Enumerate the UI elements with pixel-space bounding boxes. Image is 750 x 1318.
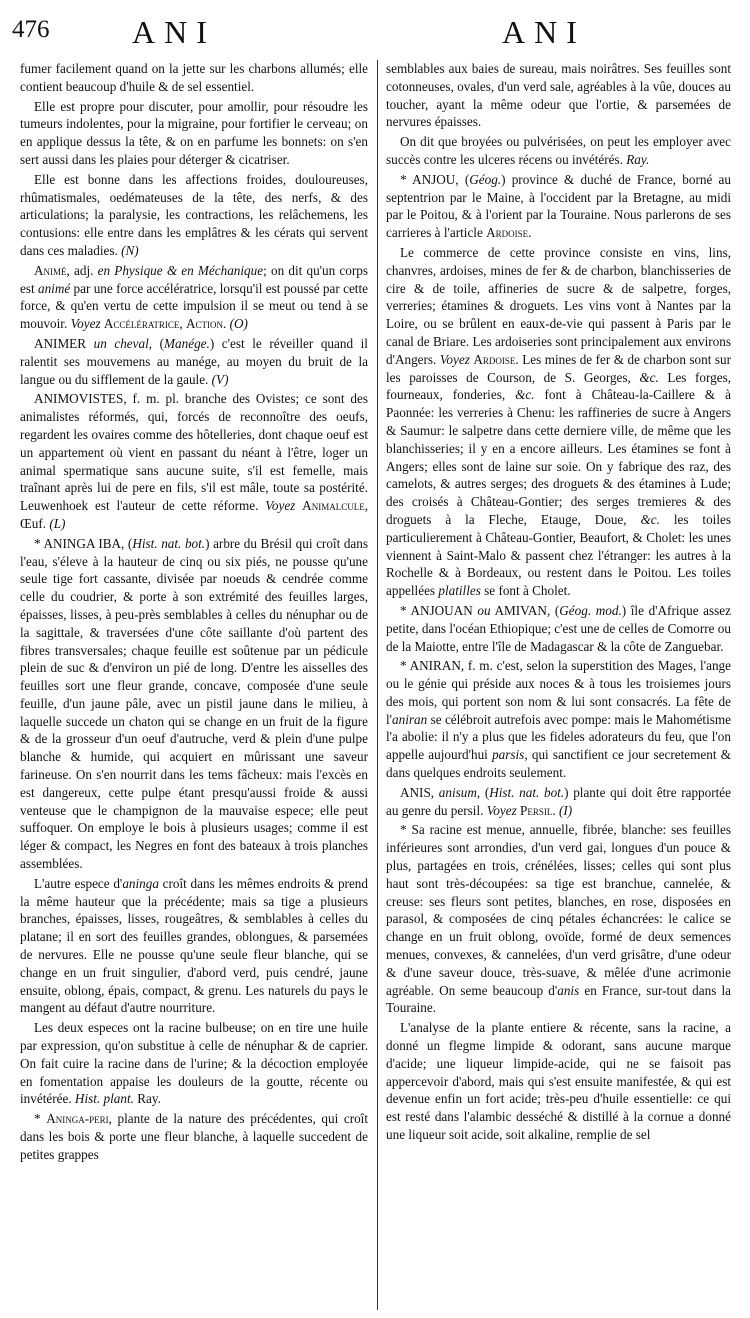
text-segment: Les forges, fourneaux, fonderies, (386, 369, 731, 403)
text-segment: &c. (640, 511, 660, 527)
text-segment: parsis (492, 747, 525, 763)
text-segment: AMIVAN, ( (490, 602, 560, 618)
text-segment: Hist. plant. (74, 1091, 134, 1107)
text-segment: , (179, 316, 187, 332)
paragraph (386, 133, 731, 169)
text-segment: L'autre espece d' (34, 875, 123, 891)
text-segment: . (528, 225, 532, 241)
text-segment: aniran (392, 711, 428, 727)
text-segment: * Sa racine est menue, annuelle, fibrée, blanche: ses feuilles inférieures sont arrondies, d'un verd gai, longues d'un pouce & plus, partagées en trois, crénélées, lisses; celles qui sont plus haut sont très-découpées: sa tige est branchue, cannelée, & creuse: ses fleurs sont petites, blanches, en rose, disposées en parasol, & composées de cinq pétales échancrées: le calice se change en un fruit oblong, ovoïde, formé de deux semences menues, convexes, & cannelées, d'un verd grisâtre, d'une odeur & d'une saveur douce, très-suave, & mêlée d'une acrimonie agréable. On seme beaucoup d' (386, 822, 731, 998)
text-segment: en Physique & en Méchanique (97, 262, 264, 278)
paragraph (20, 1110, 368, 1163)
paragraph (386, 60, 731, 131)
text-segment: par une force accélératrice, lorsqu'il est poussé par cette force, & qu'en vertu de cette impulsion il se meut ou tend à se mouvoir. (20, 280, 368, 332)
text-segment: ; on dit qu'un corps est (20, 262, 368, 296)
text-segment: , ( (148, 335, 165, 351)
text-segment: aninga (122, 875, 159, 891)
page-number: 476 (12, 16, 50, 43)
text-segment: ) plante qui doit être rapportée au genre du persil. (386, 784, 732, 818)
right-column (386, 60, 731, 1146)
text-segment: Hist. nat. bot. (489, 784, 565, 800)
text-segment: Elle est bonne dans les affections froides, douloureuses, rhûmatismales, oedémateuses de la tête, des nerfs, & des articulations; la paralysie, les contractions, les relâchemens, les contusions: elle entre dans les emplâtres & les cérats qui servent dans ces maladies. (20, 171, 368, 258)
text-segment: Voyez (439, 351, 470, 367)
paragraph (386, 784, 731, 820)
text-segment: ) île d'Afrique assez petite, dans l'océan Ethiopique; c'est une de celles de Comorre ou de la Maiotte, entre l'île de Madagascar & la côte de Zanguebar. (386, 602, 731, 654)
text-segment: ) province & duché de France, borné au septentrion par le Maine, à l'occident par la Bretagne, au midi par le Poitou, & à l'orient par la Touraine. Nous parlerons de ses carrieres à l'article (386, 171, 731, 241)
text-segment: (V) (211, 371, 229, 387)
text-segment: Animalcule (302, 498, 365, 514)
text-segment: (I) (558, 802, 573, 818)
text-segment: se célébroit autrefois avec pompe: mais le Mahométisme l'a abolie: il n'y a plus que les fideles adorateurs du feu, que l'on appelle aujourd'hui (386, 711, 731, 763)
text-segment: Voyez (70, 316, 101, 332)
paragraph (386, 657, 731, 782)
text-segment: * ANJOUAN (400, 602, 478, 618)
text-segment: ) c'est le réveiller quand il ralentit ses mouvemens au manége, au moyen du bruit de la langue ou du sifflement de la gaule. (20, 335, 368, 387)
text-segment: * ANIRAN, f. m. c'est, selon la superstition des Mages, l'ange ou le génie qui préside aux noces & à tous les troisiemes jours des mois, qui portent son nom & lui sont consacrés. La fête de l' (386, 658, 731, 727)
text-segment: On dit que broyées ou pulvérisées, on peut les employer avec succès contre les ulceres récens ou invétérés. (386, 134, 731, 167)
text-segment: Animé (34, 262, 67, 278)
text-segment: ou (477, 602, 491, 618)
paragraph (386, 244, 731, 600)
text-segment: se font à Cholet. (480, 583, 571, 599)
column-divider (377, 60, 378, 1310)
text-segment: (O) (229, 316, 248, 332)
text-segment: Ardoise (473, 351, 516, 367)
text-segment: Voyez (265, 498, 296, 514)
text-segment: , plante de la nature des précédentes, qui croît dans les bois & porte une fleur blanche, à laquelle succedent de petites grappes (20, 1111, 369, 1162)
paragraph (386, 1019, 731, 1144)
running-header (0, 14, 750, 54)
text-segment: ) arbre du Brésil qui croît dans l'eau, s'éleve à la hauteur de cinq ou six piés, ne pousse qu'une seule tige fort cassante, divisée par noeuds & cendrée comme celle du coudrier, & porte à son extrémité des feuilles larges, épaisses, lisses, à peu-près semblables à celles du nénuphar ou de la sagittale, & traversées d'une côte saillante d'où partent des fibres transversales; chaque feuille est soûtenue par un pédicule plein de suc & d'environ un pié de long. D'entre les aisselles des feuilles sort une fleur grande, concave, composée d'une seule feuille, d'un jaune pâle, avec un pistil jaune dans le milieu, à laquelle succede un chaton qui se change en un fruit de la figure & de la grosseur d'un oeuf d'autruche, verd & plein d'une pulpe blanche & humide, qui acquiert en mûrissant une saveur farineuse. On s'en nourrit dans les tems fâcheux: mais l'excès en est dangereux, cette pulpe étant presqu'aussi froide & aussi venteuse que le champignon de la mauvaise espece; elle peut suffoquer. On employe le bois à plusieurs usages; comme il est léger & compact, les Negres en font des bateaux à trois planches assemblées. (20, 535, 369, 872)
text-segment: (L) (49, 515, 66, 531)
text-segment: * ANJOU, ( (400, 171, 470, 187)
text-segment: Géog. (469, 171, 502, 187)
text-segment: Voyez (486, 802, 517, 818)
text-segment: Manége. (164, 335, 210, 351)
text-segment: un cheval (93, 335, 149, 351)
text-segment: les toiles particulierement à Château-Gontier, Beaufort, & Cholet: les unes viennent à Saint-Malo & passent chez l'étranger: les autres à la Rochelle & à Bordeaux, ou restent dans le Poitou. Les toiles appellées (386, 511, 731, 599)
text-segment: Elle est propre pour discuter, pour amollir, pour résoudre les tumeurs indolentes, pour la migraine, pour fortifier le cerveau; on en applique dessus la tête, & on en parfume les bonnets: on s'en sert aussi dans les plaies pour déterger & cicatriser. (20, 98, 368, 167)
text-segment: anis (557, 982, 580, 998)
paragraph (20, 1019, 368, 1108)
text-segment: fumer facilement quand on la jette sur les charbons allumés; elle contient beaucoup d'huile & de sel essentiel. (20, 61, 368, 94)
text-segment: Accélératrice (103, 316, 180, 332)
text-segment: Ray. (626, 151, 650, 167)
text-segment: (N) (121, 242, 139, 258)
right-running-title: ANI (502, 14, 586, 50)
text-segment: Action (186, 316, 224, 332)
paragraph (20, 60, 368, 96)
text-segment: Le commerce de cette province consiste en vins, lins, chanvres, ardoises, mines de fer & de charbon, blanchisseries de cire & de toile, affineries de sucre & de salpetre, forges, verreries; étamines & droguets. Les vins vont à Nantes par la Loire, ou se brûlent en eaux-de-vie qui passent à Paris par le canal de Briare. Les ardoiseries sont principalement aux environs d'Angers. (386, 244, 731, 367)
text-segment: Persil (520, 802, 553, 818)
paragraph (386, 602, 731, 655)
text-segment: * ANINGA IBA, ( (34, 535, 133, 551)
paragraph (20, 335, 368, 388)
text-segment: font à Château-la-Caillere & à Paonnée: les verreries à Chenu: les raffineries de sucre à Angers & Saumur: le salpetre dans cette derniere ville, de même que les blanchisseries; il y en a encore ailleurs. Les étamines se font à Angers; elles sont de laine sur soie. On y fabrique des raz, des camelots, & autres serges; des droguets & des étamines à Lude; des croisés à Château-Gontier; des serges tremieres & des droguets à la Fleche, Etauge, Doue, (386, 387, 731, 527)
paragraph (20, 535, 368, 873)
text-segment: anisum (438, 784, 477, 800)
text-segment: * (34, 1111, 47, 1127)
text-segment: . Les mines de fer & de charbon sont sur les paroisses de Courson, de S. Georges, (386, 351, 732, 385)
paragraph (20, 262, 368, 333)
paragraph (386, 171, 731, 242)
text-segment: &c. (515, 387, 535, 403)
text-segment: Les deux especes ont la racine bulbeuse; on en tire une huile par expression, qu'on substitue à celle de nénuphar & de caprier. On fait cuire la racine dans de l'urine; & la décoction employée en fomentation appaise les douleurs de la goutte, récente ou invétérée. (20, 1020, 368, 1107)
left-running-title: ANI (132, 14, 216, 50)
text-segment: , adj. (66, 262, 98, 278)
text-segment: ANIMOVISTES, f. m. pl. branche des Ovistes; ce sont des animalistes réformés, qui, forcés de reconnoître des oeufs, regardent les ovaires comme des hôtelleries, dont chaque oeuf est un appartement où vient en passant du néant à l'être, loger un animal spermatique sans aucune suite, s'il est femelle, mais traînant après lui de pere en fils, s'il est mâle, toute sa postérité. Leuwenhoek est l'auteur de cette réforme. (20, 391, 368, 514)
text-segment: Ardoise (486, 225, 529, 241)
text-segment: L'analyse de la plante entiere & récente, sans la racine, a donné un flegme limpide & odorant, sans aucune marque d'acide; une liqueur limpide-acide, qui ne se faisoit pas appercevoir d'abord, mais qui s'est ensuite manifestée, & qui est devenue enfin un fort acide; très-peu d'huile essentielle: ce qui est resté dans l'alambic desséché & distillé à la cornue a donné une liqueur soit acide, soit alkaline, remplie de sel (386, 1020, 731, 1143)
text-segment: . (223, 316, 230, 332)
text-segment: . (552, 802, 559, 818)
text-segment: Aninga-peri (46, 1111, 109, 1127)
text-segment: croît dans les mêmes endroits & prend la même hauteur que la précédente; mais sa tige a plusieurs branches, épaisses, lisses, rougeâtres, & semblables à celles du platane; il en sort des feuilles grandes, oblongues, & parsemées de nervures. Elle ne pousse qu'une seule fleur blanche, qui se change en un fruit singulier, d'abord verd, puis cendré, jaune ensuite, oblong, épais, compact, & grenu. Les naturels du pays le mangent au défaut d'autre nourriture. (20, 875, 368, 1016)
left-column (20, 60, 368, 1166)
text-segment: platilles (438, 583, 481, 599)
text-segment: animé (37, 280, 71, 296)
text-segment: Géog. mod. (559, 602, 622, 618)
paragraph (20, 171, 368, 260)
paragraph (20, 875, 368, 1017)
text-segment: Ray. (133, 1091, 161, 1107)
paragraph (20, 390, 368, 532)
text-segment: &c. (639, 369, 659, 385)
paragraph (386, 821, 731, 1017)
text-segment: semblables aux baies de sureau, mais noirâtres. Ses feuilles sont cotonneuses, ovales, d'un verd sale, agréables à la vûe, douces au toucher, ayant la même odeur que l'ortie, & parsemées de nervures épaisses. (386, 61, 731, 130)
text-segment: Hist. nat. bot. (132, 535, 206, 551)
text-segment: ANIS, (400, 784, 439, 800)
text-segment: ANIMER (34, 335, 94, 351)
text-segment: , ( (476, 784, 490, 800)
text-segment: , Œuf. (20, 498, 368, 531)
paragraph (20, 98, 368, 169)
text-segment: en France, sur-tout dans la Touraine. (386, 982, 731, 1016)
text-segment: , qui sanctifient ce jour secretement & dans quelques endroits seulement. (386, 747, 731, 781)
